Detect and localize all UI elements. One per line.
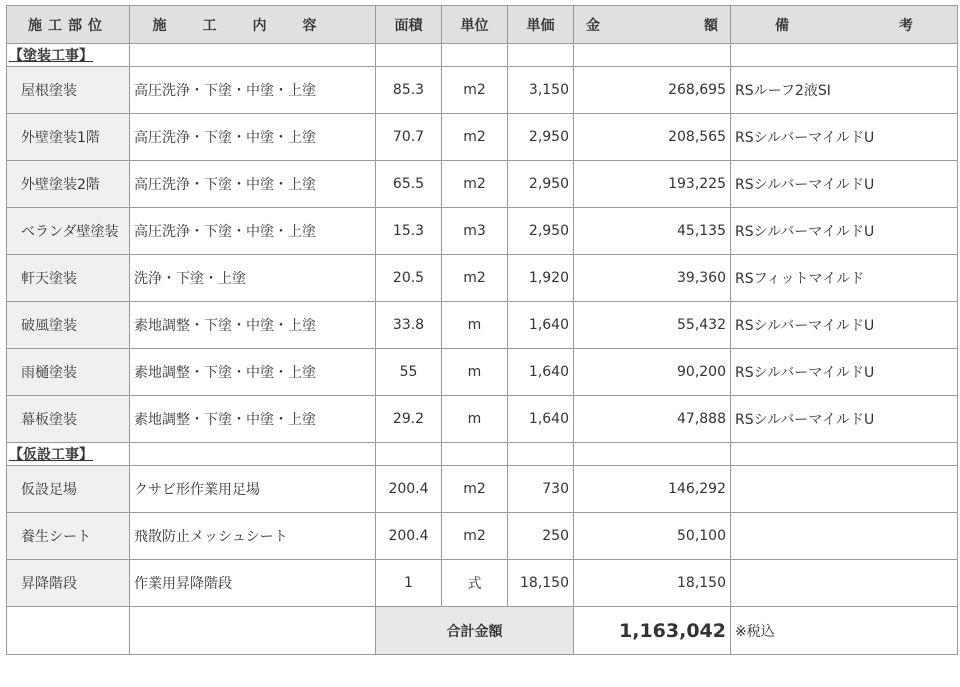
table-row	[7, 114, 958, 161]
location-cell: 軒天塗装	[7, 255, 130, 302]
section-title: 【仮設工事】	[7, 443, 130, 466]
unit-cell: m2	[442, 513, 508, 560]
estimate-table	[6, 5, 958, 655]
location-cell: 屋根塗装	[7, 67, 130, 114]
amount-cell: 268,695	[574, 67, 731, 114]
note-cell: RSシルバーマイルドU	[731, 349, 958, 396]
location-cell: 外壁塗装2階	[7, 161, 130, 208]
area-cell: 15.3	[376, 208, 442, 255]
table-row	[7, 302, 958, 349]
unit-cell: m3	[442, 208, 508, 255]
empty-cell	[574, 44, 731, 67]
content-cell: 高圧洗浄・下塗・中塗・上塗	[130, 114, 376, 161]
content-cell: 素地調整・下塗・中塗・上塗	[130, 302, 376, 349]
empty-cell	[130, 443, 376, 466]
unit-price-cell: 1,640	[508, 396, 574, 443]
unit-cell: m2	[442, 67, 508, 114]
empty-cell	[376, 44, 442, 67]
unit-price-cell: 3,150	[508, 67, 574, 114]
table-header-row	[7, 6, 958, 44]
area-cell: 1	[376, 560, 442, 607]
table-row	[7, 161, 958, 208]
empty-cell	[442, 443, 508, 466]
note-cell: RSルーフ2液SI	[731, 67, 958, 114]
table-row	[7, 560, 958, 607]
note-cell: RSシルバーマイルドU	[731, 114, 958, 161]
location-cell: 雨樋塗装	[7, 349, 130, 396]
content-cell: 飛散防止メッシュシート	[130, 513, 376, 560]
area-cell: 200.4	[376, 513, 442, 560]
empty-cell	[574, 443, 731, 466]
unit-price-cell: 250	[508, 513, 574, 560]
note-cell: RSシルバーマイルドU	[731, 396, 958, 443]
amount-cell: 50,100	[574, 513, 731, 560]
area-cell: 20.5	[376, 255, 442, 302]
unit-cell: m	[442, 396, 508, 443]
total-row	[7, 607, 958, 655]
amount-cell: 146,292	[574, 466, 731, 513]
unit-price-cell: 2,950	[508, 114, 574, 161]
unit-price-cell: 730	[508, 466, 574, 513]
empty-cell	[130, 44, 376, 67]
unit-price-cell: 1,640	[508, 349, 574, 396]
area-cell: 29.2	[376, 396, 442, 443]
location-cell: 昇降階段	[7, 560, 130, 607]
unit-cell: m2	[442, 114, 508, 161]
content-cell: 高圧洗浄・下塗・中塗・上塗	[130, 67, 376, 114]
content-cell: 洗浄・下塗・上塗	[130, 255, 376, 302]
table-row	[7, 208, 958, 255]
amount-cell: 39,360	[574, 255, 731, 302]
location-cell: 外壁塗装1階	[7, 114, 130, 161]
area-cell: 70.7	[376, 114, 442, 161]
location-cell: 養生シート	[7, 513, 130, 560]
unit-cell: m2	[442, 161, 508, 208]
empty-cell	[731, 443, 958, 466]
empty-cell	[508, 443, 574, 466]
amount-cell: 18,150	[574, 560, 731, 607]
content-cell: 作業用昇降階段	[130, 560, 376, 607]
total-label: 合計金額	[376, 607, 574, 655]
unit-cell: m	[442, 349, 508, 396]
unit-cell: m2	[442, 466, 508, 513]
note-cell: RSシルバーマイルドU	[731, 161, 958, 208]
empty-cell	[442, 44, 508, 67]
section-header-row	[7, 443, 958, 466]
content-cell: 高圧洗浄・下塗・中塗・上塗	[130, 208, 376, 255]
table-row	[7, 396, 958, 443]
empty-cell	[508, 44, 574, 67]
table-row	[7, 255, 958, 302]
location-cell: ベランダ壁塗装	[7, 208, 130, 255]
location-cell: 幕板塗装	[7, 396, 130, 443]
section-title: 【塗装工事】	[7, 44, 130, 67]
header-unit-price: 単価	[508, 6, 574, 44]
total-tax-note: ※税込	[731, 607, 958, 655]
area-cell: 65.5	[376, 161, 442, 208]
header-unit: 単位	[442, 6, 508, 44]
unit-cell: m2	[442, 255, 508, 302]
unit-cell: m	[442, 302, 508, 349]
content-cell: 素地調整・下塗・中塗・上塗	[130, 396, 376, 443]
unit-price-cell: 2,950	[508, 161, 574, 208]
header-location: 施工部位	[7, 6, 130, 44]
amount-cell: 193,225	[574, 161, 731, 208]
unit-price-cell: 18,150	[508, 560, 574, 607]
header-content: 施工内容	[130, 6, 376, 44]
amount-cell: 90,200	[574, 349, 731, 396]
unit-cell: 式	[442, 560, 508, 607]
amount-cell: 45,135	[574, 208, 731, 255]
note-cell	[731, 513, 958, 560]
empty-cell	[731, 44, 958, 67]
section-header-row	[7, 44, 958, 67]
header-area: 面積	[376, 6, 442, 44]
unit-price-cell: 2,950	[508, 208, 574, 255]
note-cell: RSシルバーマイルドU	[731, 302, 958, 349]
header-notes: 備 考	[731, 6, 958, 44]
content-cell: クサビ形作業用足場	[130, 466, 376, 513]
note-cell	[731, 560, 958, 607]
note-cell: RSシルバーマイルドU	[731, 208, 958, 255]
table-row	[7, 349, 958, 396]
area-cell: 200.4	[376, 466, 442, 513]
content-cell: 素地調整・下塗・中塗・上塗	[130, 349, 376, 396]
note-cell: RSフィットマイルド	[731, 255, 958, 302]
table-row	[7, 67, 958, 114]
location-cell: 破風塗装	[7, 302, 130, 349]
unit-price-cell: 1,920	[508, 255, 574, 302]
area-cell: 33.8	[376, 302, 442, 349]
note-cell	[731, 466, 958, 513]
location-cell: 仮設足場	[7, 466, 130, 513]
empty-cell	[130, 607, 376, 655]
empty-cell	[7, 607, 130, 655]
area-cell: 85.3	[376, 67, 442, 114]
unit-price-cell: 1,640	[508, 302, 574, 349]
table-row	[7, 513, 958, 560]
empty-cell	[376, 443, 442, 466]
amount-cell: 208,565	[574, 114, 731, 161]
amount-cell: 55,432	[574, 302, 731, 349]
area-cell: 55	[376, 349, 442, 396]
total-amount: 1,163,042	[574, 607, 731, 655]
table-row	[7, 466, 958, 513]
amount-cell: 47,888	[574, 396, 731, 443]
content-cell: 高圧洗浄・下塗・中塗・上塗	[130, 161, 376, 208]
header-amount: 金 額	[574, 6, 731, 44]
